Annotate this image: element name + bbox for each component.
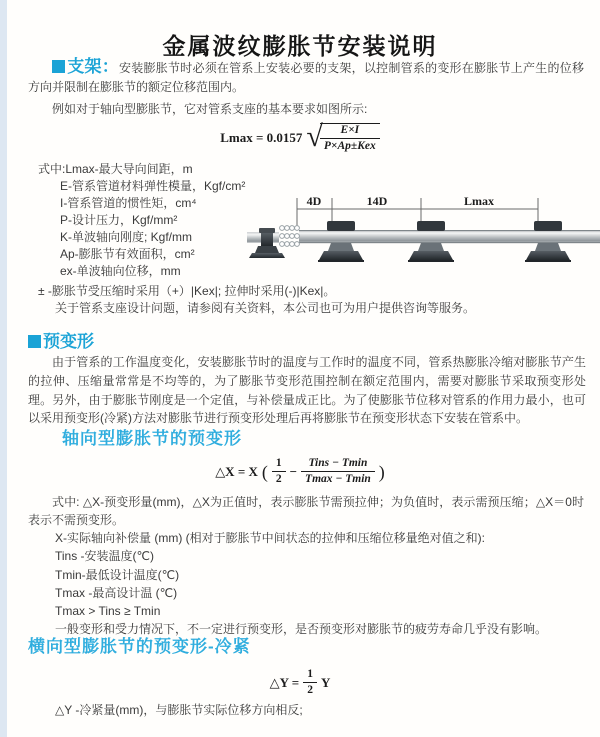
consult-note: 关于管系支座设计问题，请参阅有关资料，本公司也可为用户提供咨询等服务。 <box>55 301 476 315</box>
half-fraction <box>303 668 317 697</box>
axial-subsection-heading: 轴向型膨胀节的预变形 <box>62 429 242 448</box>
predeform-body-paragraph: 由于管系的工作温度变化，安装膨胀节时的温度与工作时的温度不同，管系热膨胀冷缩对膨胀节产生的拉伸、压缩量常常是不均等的，为了膨胀节变形范围控制在额定范围内，需要对膨胀节采取预变形处理。另外，由于膨胀节刚度是一个定值，与补偿量成正比。为了使膨胀节位移对管系的作用力最小，也可以采用预变形(冷紧)方法对膨胀节进行预变形处理后再将膨胀节在预变形状态下安装在管系中。 <box>28 355 586 426</box>
bellows-icon <box>280 226 300 247</box>
term-line-plusminus: ± -膨胀节受压缩时采用（+）|Kex|; 拉伸时采用(-)|Kex|。 <box>38 284 336 298</box>
minus-sign: − <box>289 463 298 479</box>
pipe-diagram-svg <box>247 192 600 270</box>
support-section <box>28 57 584 97</box>
sqrt-radical <box>306 120 379 153</box>
pipe-support-diagram <box>247 192 600 275</box>
dim-label-4d: 4D <box>306 194 322 208</box>
lateral-formula-wrap <box>0 668 600 697</box>
predeform-heading-label: 预变形 <box>43 332 94 351</box>
axial-terms-list <box>55 529 547 639</box>
section-bullet-icon <box>28 335 41 348</box>
lmax-formula-lhs: Lmax = 0.0157 <box>220 130 303 145</box>
dim-label-14d: 14D <box>366 194 388 208</box>
dim-label-lmax: Lmax <box>464 194 494 208</box>
predeform-section-heading <box>28 332 94 353</box>
term-line: I-管系管道的惯性矩，cm⁴ <box>60 196 197 210</box>
term-line: Tmin-最低设计温度(℃) <box>55 567 180 582</box>
term-line: ex-单波轴向位移，mm <box>60 264 181 278</box>
axial-formula-lhs: △X = X <box>215 463 258 479</box>
half-fraction <box>272 457 286 486</box>
support-intro-text: 安装膨胀节时必须在管系上安装必要的支架，以控制管系的变形在膨胀节上产生的位移方向并限制在膨胀节的额定位移范围内。 <box>28 61 584 94</box>
term-line: X-实际轴向补偿量 (mm) (相对于膨胀节中间状态的拉伸和压缩位移量绝对值之和): <box>55 531 485 545</box>
dimension-labels <box>307 194 494 208</box>
right-paren: ) <box>378 461 385 482</box>
half-numerator: 1 <box>303 668 317 683</box>
term-line: 式中:Lmax-最大导向间距，m <box>38 162 193 176</box>
cold-tighten-note: △Y -冷紧量(mm)，与膨胀节实际位移方向相反; <box>55 703 303 717</box>
lmax-formula-wrap <box>0 120 600 153</box>
axial-formula-explain: 式中: △X-预变形量(mm)，△X为正值时，表示膨胀节需预拉伸；为负值时，表示需预压缩；△X＝0时表示不需预变形。 <box>28 495 584 527</box>
lateral-formula-rhs: Y <box>320 674 331 690</box>
half-denominator: 2 <box>275 473 282 485</box>
ratio-denominator: Tmax − Tmin <box>305 473 371 485</box>
support-intro-paragraph <box>28 57 584 97</box>
axial-formula-wrap <box>0 457 600 486</box>
half-denominator: 2 <box>307 684 313 696</box>
support-example-line: 例如对于轴向型膨胀节，它对管系支座的基本要求如图所示: <box>52 102 368 116</box>
half-numerator: 1 <box>272 457 286 472</box>
predeform-general-note: 一般变形和受力情况下，不一定进行预变形，是否预变形对膨胀节的疲劳寿命几乎没有影响。 <box>55 622 548 637</box>
term-line: Ap-膨胀节有效面积，cm² <box>60 247 195 261</box>
axial-formula <box>215 457 385 486</box>
term-line: P-设计压力，Kgf/mm² <box>60 213 178 227</box>
pipe-main <box>299 230 600 243</box>
page-edge-strip <box>0 0 7 737</box>
lmax-fraction-denominator: P×Ap±Kex <box>323 140 376 152</box>
left-paren: ( <box>261 461 268 482</box>
lateral-formula-lhs: △Y = <box>269 674 300 690</box>
page-title: 金属波纹膨胀节安装说明 <box>162 33 438 60</box>
term-line: Tmax > Tins ≥ Tmin <box>55 604 161 619</box>
section-bullet-icon <box>52 60 65 73</box>
ratio-numerator: Tins − Tmin <box>301 457 375 472</box>
term-line: Tins -安装温度(℃) <box>55 549 155 564</box>
term-line: K-单波轴向刚度; Kgf/mm <box>60 230 193 244</box>
lmax-formula <box>220 120 379 153</box>
lateral-formula <box>270 668 331 697</box>
term-line: Tmax -最高设计温 (℃) <box>55 585 178 600</box>
support-heading-label: 支架： <box>67 57 119 76</box>
lateral-subsection-heading: 横向型膨胀节的预变形-冷紧 <box>28 637 251 656</box>
lmax-fraction <box>320 123 380 153</box>
support-section-heading <box>52 57 119 76</box>
temperature-ratio-fraction <box>301 457 375 486</box>
term-line: E-管系管道材料弹性模量，Kgf/cm² <box>60 179 246 193</box>
radical-sign: √ <box>306 120 323 153</box>
lmax-fraction-numerator: E×I <box>320 124 380 139</box>
